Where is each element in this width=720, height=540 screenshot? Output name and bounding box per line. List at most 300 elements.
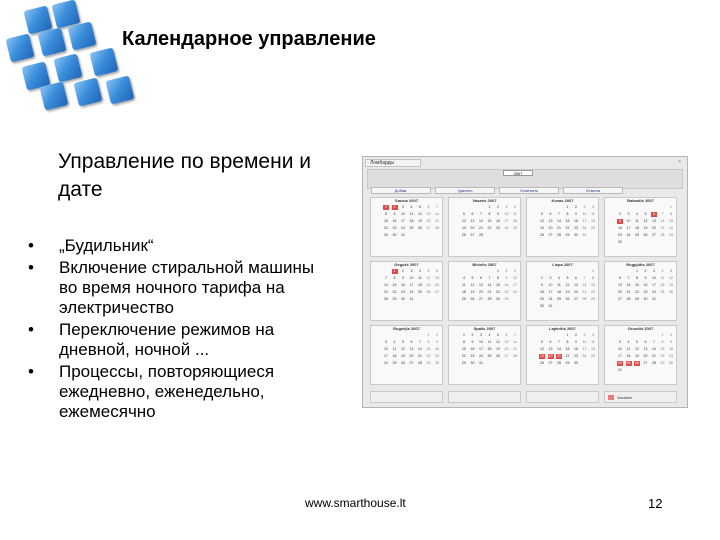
day-cell[interactable]: 25 <box>660 290 665 294</box>
day-cell[interactable]: 28 <box>652 361 656 365</box>
day-cell[interactable]: 21 <box>487 290 492 294</box>
day-cell[interactable]: 23 <box>574 354 578 358</box>
day-cell[interactable]: 2 <box>497 205 499 209</box>
day-cell[interactable]: 3 <box>653 269 655 273</box>
day-cell[interactable]: 20 <box>409 354 414 358</box>
day-cell[interactable]: 13 <box>548 219 553 223</box>
day-cell[interactable]: 7 <box>488 276 491 280</box>
day-cell[interactable]: 11 <box>409 212 414 216</box>
day-cell[interactable]: 19 <box>540 226 544 230</box>
day-cell[interactable]: 12 <box>462 219 466 223</box>
day-cell[interactable]: 1 <box>661 333 664 337</box>
day-cell[interactable]: 21 <box>660 226 665 230</box>
day-cell[interactable]: 28 <box>582 297 587 301</box>
day-cell[interactable]: 7 <box>627 276 630 280</box>
day-cell[interactable]: 8 <box>463 340 465 344</box>
day-cell[interactable]: 12 <box>669 276 673 280</box>
day-cell[interactable]: 8 <box>636 276 638 280</box>
day-cell[interactable]: 27 <box>652 233 656 237</box>
day-cell[interactable]: 20 <box>618 290 622 294</box>
day-cell[interactable]: 13 <box>504 340 509 344</box>
day-cell[interactable]: 30 <box>574 361 578 365</box>
day-cell[interactable]: 5 <box>419 205 421 209</box>
day-cell[interactable]: 7 <box>558 340 560 344</box>
day-cell[interactable]: 30 <box>435 361 439 365</box>
day-cell[interactable]: 4 <box>661 269 664 273</box>
day-cell[interactable]: 13 <box>409 347 414 351</box>
day-cell[interactable]: 1 <box>463 333 465 337</box>
day-cell[interactable]: 19 <box>470 290 475 294</box>
day-cell[interactable]: 31 <box>582 233 587 237</box>
day-cell[interactable]: 2 <box>575 333 577 337</box>
day-cell[interactable]: 2 <box>392 205 398 210</box>
day-cell[interactable]: 16 <box>435 347 439 351</box>
day-cell[interactable]: 23 <box>504 290 509 294</box>
day-cell[interactable]: 4 <box>514 205 516 209</box>
day-cell[interactable]: 13 <box>435 276 439 280</box>
cancel-button[interactable]: Отмена <box>563 187 623 194</box>
day-cell[interactable]: 14 <box>557 347 561 351</box>
day-cell[interactable]: 2 <box>505 269 508 273</box>
day-cell[interactable]: 3 <box>549 276 552 280</box>
day-cell[interactable]: 10 <box>401 212 405 216</box>
day-cell[interactable]: 4 <box>463 276 465 280</box>
day-cell[interactable]: 2 <box>436 333 438 337</box>
day-cell[interactable]: 1 <box>566 333 569 337</box>
day-cell[interactable]: 14 <box>435 212 439 216</box>
day-cell[interactable]: 18 <box>418 283 422 287</box>
day-cell[interactable]: 30 <box>504 297 509 301</box>
day-cell[interactable]: 1 <box>497 269 499 273</box>
day-cell[interactable]: 29 <box>426 361 431 365</box>
day-cell[interactable]: 16 <box>401 283 405 287</box>
day-cell[interactable]: 5 <box>427 269 430 273</box>
day-cell[interactable]: 25 <box>487 354 492 358</box>
day-cell[interactable]: 29 <box>669 233 673 237</box>
day-cell[interactable]: 5 <box>644 212 647 216</box>
day-cell[interactable]: 4 <box>410 205 413 209</box>
day-cell[interactable]: 20 <box>548 354 553 358</box>
day-cell[interactable]: 19 <box>401 354 405 358</box>
day-cell[interactable]: 31 <box>548 304 553 308</box>
day-cell[interactable]: 7 <box>436 205 438 209</box>
day-cell[interactable]: 17 <box>582 219 587 223</box>
day-cell[interactable]: 6 <box>427 205 430 209</box>
day-cell[interactable]: 18 <box>462 290 466 294</box>
day-cell[interactable]: 14 <box>487 283 492 287</box>
day-cell[interactable]: 4 <box>592 333 594 337</box>
day-cell[interactable]: 20 <box>435 283 439 287</box>
day-cell[interactable]: 22 <box>392 290 397 294</box>
day-cell[interactable]: 8 <box>566 340 569 344</box>
day-cell[interactable]: 2 <box>541 276 543 280</box>
day-cell[interactable]: 26 <box>669 290 673 294</box>
day-cell[interactable]: 15 <box>462 347 466 351</box>
day-cell[interactable]: 17 <box>652 283 656 287</box>
day-cell[interactable]: 25 <box>462 297 466 301</box>
day-cell[interactable]: 25 <box>513 226 517 230</box>
day-cell[interactable]: 8 <box>385 212 387 216</box>
day-cell[interactable]: 15 <box>565 347 570 351</box>
day-cell[interactable]: 20 <box>470 226 475 230</box>
day-cell[interactable]: 13 <box>574 283 578 287</box>
day-cell[interactable]: 14 <box>384 283 388 287</box>
day-cell[interactable]: 26 <box>496 354 500 358</box>
day-cell[interactable]: 23 <box>643 290 648 294</box>
day-cell[interactable]: 28 <box>479 233 483 237</box>
day-cell[interactable]: 5 <box>497 333 499 337</box>
day-cell[interactable]: 24 <box>384 361 388 365</box>
day-cell[interactable]: 12 <box>540 347 544 351</box>
day-cell[interactable]: 19 <box>540 354 544 358</box>
day-cell[interactable]: 29 <box>384 233 388 237</box>
day-cell[interactable]: 23 <box>618 233 622 237</box>
day-cell[interactable]: 28 <box>557 233 561 237</box>
day-cell[interactable]: 31 <box>652 297 656 301</box>
day-cell[interactable]: 22 <box>565 354 570 358</box>
day-cell[interactable]: 1 <box>566 205 569 209</box>
day-cell[interactable]: 16 <box>574 219 578 223</box>
day-cell[interactable]: 30 <box>392 233 397 237</box>
day-cell[interactable]: 21 <box>384 290 388 294</box>
day-cell[interactable]: 26 <box>418 226 422 230</box>
day-cell[interactable]: 17 <box>513 283 517 287</box>
day-cell[interactable]: 8 <box>661 340 664 344</box>
day-cell[interactable]: 15 <box>669 219 673 223</box>
day-cell[interactable]: 26 <box>462 233 466 237</box>
day-cell[interactable]: 20 <box>652 226 656 230</box>
day-cell[interactable]: 9 <box>670 340 672 344</box>
day-cell[interactable]: 25 <box>392 361 397 365</box>
day-cell[interactable]: 15 <box>426 347 431 351</box>
day-cell[interactable]: 21 <box>513 347 517 351</box>
day-cell[interactable]: 5 <box>541 212 543 216</box>
day-cell[interactable]: 7 <box>514 333 516 337</box>
day-cell[interactable]: 26 <box>540 233 544 237</box>
day-cell[interactable]: 27 <box>574 297 578 301</box>
day-cell[interactable]: 14 <box>557 219 561 223</box>
day-cell[interactable]: 9 <box>617 219 623 224</box>
day-cell[interactable]: 5 <box>670 269 672 273</box>
day-cell[interactable]: 12 <box>496 340 500 344</box>
day-cell[interactable]: 11 <box>591 212 595 216</box>
window-tab[interactable]: Ломбарды <box>365 159 421 167</box>
day-cell[interactable]: 2 <box>402 269 404 273</box>
day-cell[interactable]: 6 <box>471 212 474 216</box>
day-cell[interactable]: 23 <box>470 354 475 358</box>
day-cell[interactable]: 21 <box>557 226 561 230</box>
day-cell[interactable]: 29 <box>635 297 639 301</box>
day-cell[interactable]: 24 <box>401 226 405 230</box>
day-cell[interactable]: 3 <box>385 340 387 344</box>
day-cell[interactable]: 28 <box>513 354 517 358</box>
day-cell[interactable]: 9 <box>402 276 404 280</box>
day-cell[interactable]: 6 <box>436 269 438 273</box>
day-cell[interactable]: 17 <box>582 347 587 351</box>
day-cell[interactable]: 3 <box>619 340 621 344</box>
day-cell[interactable]: 25 <box>591 354 595 358</box>
day-cell[interactable]: 22 <box>660 354 665 358</box>
day-cell[interactable]: 23 <box>669 354 673 358</box>
day-cell[interactable]: 23 <box>392 226 397 230</box>
day-cell[interactable]: 21 <box>652 354 656 358</box>
day-cell[interactable]: 27 <box>548 233 553 237</box>
day-cell[interactable]: 27 <box>426 226 431 230</box>
day-cell[interactable]: 3 <box>514 269 516 273</box>
day-cell[interactable]: 19 <box>635 354 639 358</box>
day-cell[interactable]: 17 <box>548 290 553 294</box>
day-cell[interactable]: 1 <box>670 205 672 209</box>
day-cell[interactable]: 1 <box>392 269 398 274</box>
day-cell[interactable]: 12 <box>565 283 570 287</box>
day-cell[interactable]: 9 <box>575 212 577 216</box>
day-cell[interactable]: 23 <box>540 297 544 301</box>
day-cell[interactable]: 3 <box>480 333 482 337</box>
day-cell[interactable]: 1 <box>427 333 430 337</box>
day-cell[interactable]: 19 <box>462 226 466 230</box>
day-cell[interactable]: 15 <box>565 219 570 223</box>
day-cell[interactable]: 10 <box>384 347 388 351</box>
day-cell[interactable]: 9 <box>471 340 474 344</box>
day-cell[interactable]: 27 <box>409 361 414 365</box>
day-cell[interactable]: 26 <box>635 361 639 365</box>
day-cell[interactable]: 24 <box>652 290 656 294</box>
day-cell[interactable]: 16 <box>669 347 673 351</box>
day-cell[interactable]: 13 <box>548 347 553 351</box>
day-cell[interactable]: 16 <box>496 219 500 223</box>
day-cell[interactable]: 14 <box>418 347 422 351</box>
day-cell[interactable]: 11 <box>557 283 561 287</box>
day-cell[interactable]: 22 <box>496 290 500 294</box>
day-cell[interactable]: 5 <box>471 276 474 280</box>
day-cell[interactable]: 18 <box>591 347 595 351</box>
day-cell[interactable]: 26 <box>565 297 570 301</box>
day-cell[interactable]: 6 <box>410 340 413 344</box>
day-cell[interactable]: 4 <box>558 276 560 280</box>
day-cell[interactable]: 14 <box>660 219 665 223</box>
day-cell[interactable]: 15 <box>635 283 639 287</box>
day-cell[interactable]: 14 <box>626 283 631 287</box>
day-cell[interactable]: 8 <box>670 212 672 216</box>
day-cell[interactable]: 29 <box>591 297 595 301</box>
day-cell[interactable]: 30 <box>618 240 622 244</box>
day-cell[interactable]: 24 <box>504 226 509 230</box>
day-cell[interactable]: 5 <box>541 340 543 344</box>
day-cell[interactable]: 28 <box>660 233 665 237</box>
day-cell[interactable]: 7 <box>661 212 664 216</box>
day-cell[interactable]: 7 <box>583 276 586 280</box>
day-cell[interactable]: 28 <box>418 361 422 365</box>
day-cell[interactable]: 15 <box>496 283 500 287</box>
day-cell[interactable]: 21 <box>626 290 631 294</box>
day-cell[interactable]: 30 <box>643 297 648 301</box>
day-cell[interactable]: 12 <box>540 219 544 223</box>
year-select[interactable]: 2007 <box>503 170 533 176</box>
day-cell[interactable]: 20 <box>504 347 509 351</box>
day-cell[interactable]: 2 <box>471 333 474 337</box>
day-cell[interactable]: 12 <box>418 212 422 216</box>
day-cell[interactable]: 31 <box>409 297 414 301</box>
day-cell[interactable]: 8 <box>427 340 430 344</box>
day-cell[interactable]: 30 <box>669 361 673 365</box>
day-cell[interactable]: 2 <box>575 205 577 209</box>
day-cell[interactable]: 9 <box>436 340 438 344</box>
day-cell[interactable]: 14 <box>652 347 656 351</box>
day-cell[interactable]: 16 <box>504 283 509 287</box>
day-cell[interactable]: 15 <box>384 219 388 223</box>
day-cell[interactable]: 18 <box>557 290 561 294</box>
day-cell[interactable]: 24 <box>479 354 483 358</box>
day-cell[interactable]: 16 <box>540 290 544 294</box>
day-cell[interactable]: 26 <box>470 297 475 301</box>
day-cell[interactable]: 23 <box>574 226 578 230</box>
delete-button[interactable]: Удалить <box>435 187 495 194</box>
day-cell[interactable]: 7 <box>480 212 482 216</box>
day-cell[interactable]: 25 <box>626 361 631 365</box>
day-cell[interactable]: 17 <box>409 283 414 287</box>
day-cell[interactable]: 2 <box>670 333 672 337</box>
day-cell[interactable]: 28 <box>384 297 388 301</box>
day-cell[interactable]: 22 <box>384 226 388 230</box>
day-cell[interactable]: 20 <box>574 290 578 294</box>
day-cell[interactable]: 22 <box>426 354 431 358</box>
day-cell[interactable]: 16 <box>470 347 475 351</box>
day-cell[interactable]: 25 <box>409 226 414 230</box>
day-cell[interactable]: 21 <box>435 219 439 223</box>
day-cell[interactable]: 19 <box>496 347 500 351</box>
day-cell[interactable]: 12 <box>470 283 475 287</box>
day-cell[interactable]: 9 <box>393 212 396 216</box>
day-cell[interactable]: 3 <box>505 205 508 209</box>
day-cell[interactable]: 10 <box>582 212 587 216</box>
day-cell[interactable]: 6 <box>480 276 482 280</box>
day-cell[interactable]: 13 <box>426 212 431 216</box>
day-cell[interactable]: 28 <box>487 297 492 301</box>
day-cell[interactable]: 12 <box>401 347 405 351</box>
day-cell[interactable]: 29 <box>660 361 665 365</box>
day-cell[interactable]: 28 <box>626 297 631 301</box>
day-cell[interactable]: 15 <box>392 283 397 287</box>
day-cell[interactable]: 8 <box>566 212 569 216</box>
day-cell[interactable]: 15 <box>660 347 665 351</box>
day-cell[interactable]: 4 <box>488 333 491 337</box>
day-cell[interactable]: 11 <box>418 276 422 280</box>
day-cell[interactable]: 22 <box>487 226 492 230</box>
day-cell[interactable]: 11 <box>660 276 665 280</box>
day-cell[interactable]: 31 <box>479 361 483 365</box>
day-cell[interactable]: 13 <box>479 283 483 287</box>
day-cell[interactable]: 12 <box>643 219 648 223</box>
day-cell[interactable]: 17 <box>384 354 388 358</box>
day-cell[interactable]: 6 <box>505 333 508 337</box>
day-cell[interactable]: 11 <box>626 347 631 351</box>
day-cell[interactable]: 3 <box>627 212 630 216</box>
day-cell[interactable]: 23 <box>496 226 500 230</box>
day-cell[interactable]: 4 <box>419 269 421 273</box>
day-cell[interactable]: 6 <box>619 276 621 280</box>
day-cell[interactable]: 23 <box>435 354 439 358</box>
day-cell[interactable]: 8 <box>488 212 491 216</box>
day-cell[interactable]: 24 <box>513 290 517 294</box>
day-cell[interactable]: 29 <box>392 297 397 301</box>
day-cell[interactable]: 19 <box>643 226 648 230</box>
day-cell[interactable]: 6 <box>575 276 577 280</box>
day-cell[interactable]: 16 <box>643 283 648 287</box>
day-cell[interactable]: 18 <box>626 354 631 358</box>
day-cell[interactable]: 8 <box>592 276 594 280</box>
day-cell[interactable]: 29 <box>565 361 570 365</box>
day-cell[interactable]: 12 <box>635 347 639 351</box>
day-cell[interactable]: 27 <box>618 297 622 301</box>
day-cell[interactable]: 1 <box>592 269 594 273</box>
day-cell[interactable]: 3 <box>583 333 586 337</box>
day-cell[interactable]: 18 <box>660 283 665 287</box>
day-cell[interactable]: 11 <box>462 283 466 287</box>
day-cell[interactable]: 10 <box>513 276 517 280</box>
day-cell[interactable]: 17 <box>618 354 622 358</box>
day-cell[interactable]: 17 <box>401 219 405 223</box>
day-cell[interactable]: 11 <box>487 340 492 344</box>
day-cell[interactable]: 2 <box>619 212 621 216</box>
day-cell[interactable]: 30 <box>401 297 405 301</box>
day-cell[interactable]: 31 <box>401 233 405 237</box>
day-cell[interactable]: 20 <box>479 290 483 294</box>
day-cell[interactable]: 10 <box>582 340 587 344</box>
day-cell[interactable]: 11 <box>513 212 517 216</box>
day-cell[interactable]: 21 <box>418 354 422 358</box>
day-cell[interactable]: 25 <box>418 290 422 294</box>
day-cell[interactable]: 25 <box>557 297 561 301</box>
day-cell[interactable]: 10 <box>626 219 631 223</box>
day-cell[interactable]: 18 <box>409 219 414 223</box>
day-cell[interactable]: 19 <box>669 283 673 287</box>
day-cell[interactable]: 13 <box>618 283 622 287</box>
day-cell[interactable]: 3 <box>402 205 404 209</box>
close-icon[interactable]: × <box>678 159 681 165</box>
day-cell[interactable]: 31 <box>618 368 622 372</box>
day-cell[interactable]: 28 <box>435 226 439 230</box>
day-cell[interactable]: 28 <box>557 361 561 365</box>
day-cell[interactable]: 24 <box>582 226 587 230</box>
day-cell[interactable]: 26 <box>643 233 648 237</box>
day-cell[interactable]: 7 <box>653 340 655 344</box>
day-cell[interactable]: 24 <box>548 297 553 301</box>
day-cell[interactable]: 8 <box>393 276 396 280</box>
day-cell[interactable]: 16 <box>392 219 397 223</box>
day-cell[interactable]: 20 <box>548 226 553 230</box>
day-cell[interactable]: 16 <box>618 226 622 230</box>
day-cell[interactable]: 11 <box>635 219 639 223</box>
day-cell[interactable]: 10 <box>652 276 656 280</box>
day-cell[interactable]: 20 <box>426 219 431 223</box>
add-button[interactable]: Добав. <box>371 187 431 194</box>
day-cell[interactable]: 25 <box>635 233 639 237</box>
day-cell[interactable]: 24 <box>618 361 622 365</box>
day-cell[interactable]: 9 <box>505 276 508 280</box>
day-cell[interactable]: 4 <box>592 205 594 209</box>
day-cell[interactable]: 7 <box>385 276 387 280</box>
day-cell[interactable]: 29 <box>496 297 500 301</box>
day-cell[interactable]: 30 <box>540 304 544 308</box>
day-cell[interactable]: 9 <box>541 283 543 287</box>
day-cell[interactable]: 6 <box>549 340 552 344</box>
day-cell[interactable]: 10 <box>409 276 414 280</box>
day-cell[interactable]: 19 <box>418 219 422 223</box>
day-cell[interactable]: 12 <box>426 276 431 280</box>
day-cell[interactable]: 13 <box>652 219 656 223</box>
day-cell[interactable]: 14 <box>479 219 483 223</box>
day-cell[interactable]: 7 <box>419 340 421 344</box>
